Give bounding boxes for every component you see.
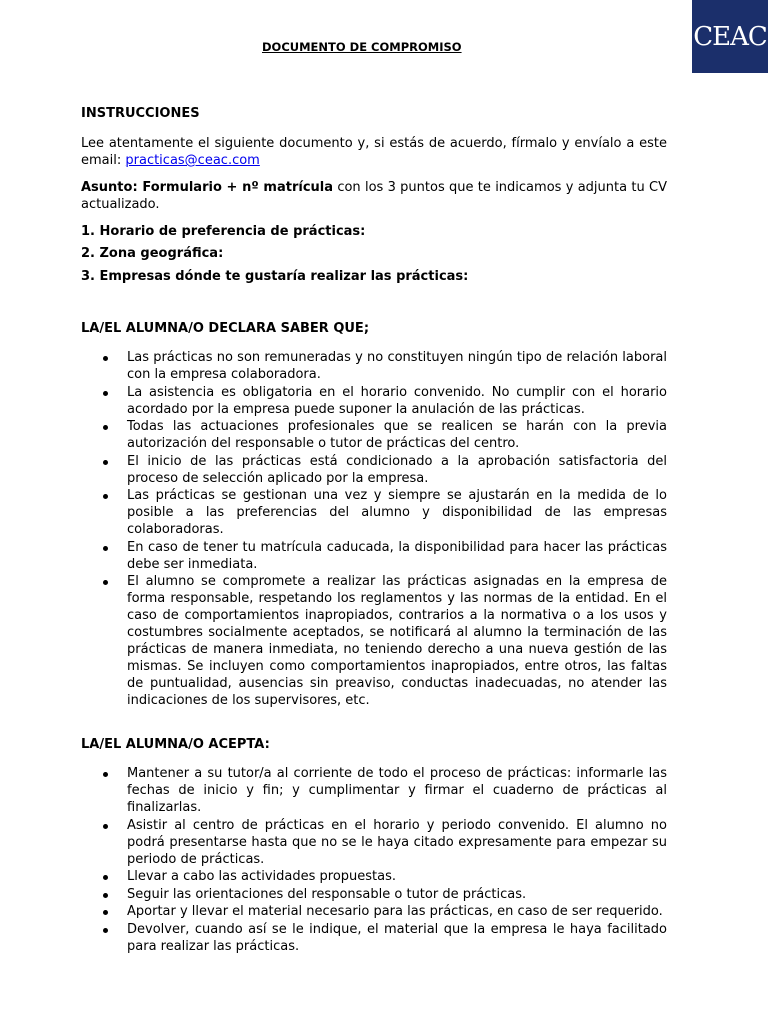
list-item: En caso de tener tu matrícula caducada, la disponibilidad para hacer las prácticas debe ser inmediata. bbox=[81, 539, 667, 573]
email-link[interactable]: practicas@ceac.com bbox=[125, 153, 260, 168]
list-item: La asistencia es obligatoria en el horario convenido. No cumplir con el horario acordado por la empresa puede suponer la anulación de las prácticas. bbox=[81, 384, 667, 418]
list-item: Seguir las orientaciones del responsable o tutor de prácticas. bbox=[81, 886, 667, 903]
document-title: DOCUMENTO DE COMPROMISO bbox=[262, 40, 462, 54]
instructions-paragraph bbox=[81, 135, 667, 169]
bullet-icon bbox=[103, 772, 108, 777]
instructions-text: Lee atentamente el siguiente documento y, si estás de acuerdo, fírmalo y envíalo a este email: bbox=[81, 136, 667, 168]
ceac-logo: CEAC bbox=[692, 0, 768, 73]
bullet-icon bbox=[103, 875, 108, 880]
list-item: Todas las actuaciones profesionales que se realicen se harán con la previa autorización del responsable o tutor de prácticas del centro. bbox=[81, 418, 667, 452]
subject-paragraph bbox=[81, 179, 667, 213]
point-zone: 2. Zona geográfica: bbox=[81, 246, 224, 261]
point-companies: 3. Empresas dónde te gustaría realizar las prácticas: bbox=[81, 269, 469, 284]
list-item: Asistir al centro de prácticas en el horario y periodo convenido. El alumno no podrá presentarse hasta que no se le haya citado expresamente para empezar su periodo de prácticas. bbox=[81, 817, 667, 868]
bullet-icon bbox=[103, 546, 108, 551]
bullet-icon bbox=[103, 356, 108, 361]
list-item: Mantener a su tutor/a al corriente de todo el proceso de prácticas: informarle las fechas de inicio y fin; y cumplimentar y firmar el cuaderno de prácticas al finalizarlas. bbox=[81, 765, 667, 816]
accepts-list bbox=[81, 765, 667, 955]
bullet-icon bbox=[103, 391, 108, 396]
accepts-heading: LA/EL ALUMNA/O ACEPTA: bbox=[81, 737, 270, 752]
declares-list bbox=[81, 349, 667, 710]
point-schedule: 1. Horario de preferencia de prácticas: bbox=[81, 224, 366, 239]
bullet-icon bbox=[103, 824, 108, 829]
list-item: Devolver, cuando así se le indique, el material que la empresa le haya facilitado para realizar las prácticas. bbox=[81, 921, 667, 955]
instructions-heading: INSTRUCCIONES bbox=[81, 106, 200, 121]
bullet-icon bbox=[103, 425, 108, 430]
bullet-icon bbox=[103, 893, 108, 898]
list-item: Las prácticas no son remuneradas y no constituyen ningún tipo de relación laboral con la empresa colaboradora. bbox=[81, 349, 667, 383]
list-item: Las prácticas se gestionan una vez y siempre se ajustarán en la medida de lo posible a las preferencias del alumno y disponibilidad de las empresas colaboradoras. bbox=[81, 487, 667, 538]
bullet-icon bbox=[103, 928, 108, 933]
bullet-icon bbox=[103, 910, 108, 915]
list-item: Aportar y llevar el material necesario para las prácticas, en caso de ser requerido. bbox=[81, 903, 667, 920]
subject-text: con los 3 puntos que te indicamos y adjunta tu CV actualizado. bbox=[81, 180, 667, 212]
bullet-icon bbox=[103, 460, 108, 465]
bullet-icon bbox=[103, 494, 108, 499]
subject-label: Asunto: Formulario + nº matrícula bbox=[81, 180, 334, 195]
list-item: El alumno se compromete a realizar las prácticas asignadas en la empresa de forma responsable, respetando los reglamentos y las normas de la entidad. En el caso de comportamientos inapropiados, contrarios a la normativa o a los usos y costumbres socialmente aceptados, se notificará al alumno la terminación de las prácticas de manera inmediata, no teniendo derecho a una nueva gestión de las mismas. Se incluyen como comportamientos inapropiados, entre otros, las faltas de puntualidad, ausencias sin preaviso, conductas inadecuadas, no atender las indicaciones de los supervisores, etc. bbox=[81, 573, 667, 709]
declares-heading: LA/EL ALUMNA/O DECLARA SABER QUE; bbox=[81, 321, 370, 336]
list-item: El inicio de las prácticas está condicionado a la aprobación satisfactoria del proceso de selección aplicado por la empresa. bbox=[81, 453, 667, 487]
bullet-icon bbox=[103, 580, 108, 585]
list-item: Llevar a cabo las actividades propuestas. bbox=[81, 868, 667, 885]
